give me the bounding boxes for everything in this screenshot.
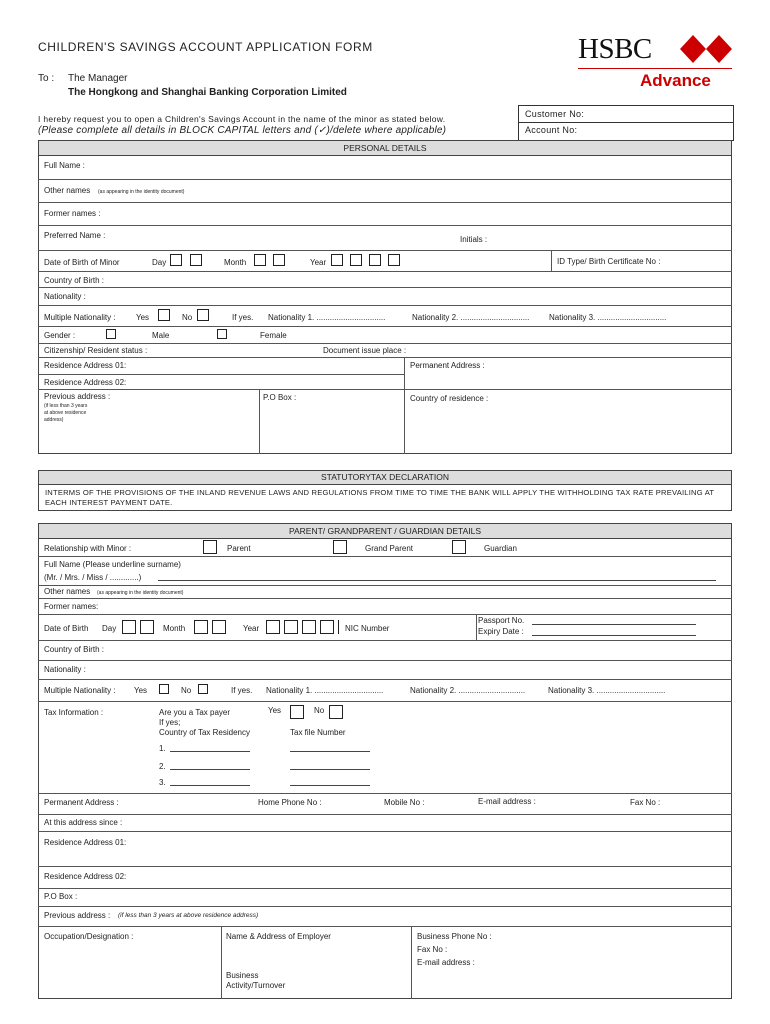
guardian-details-heading: PARENT/ GRANDPARENT / GUARDIAN DETAILS	[39, 524, 731, 539]
male-label: Male	[152, 331, 170, 340]
guardian-if-yes-label: If yes.	[231, 686, 253, 695]
full-name-label: Full Name :	[44, 161, 85, 170]
nic-number-label: NIC Number	[345, 624, 390, 633]
guardian-full-name-label: Full Name (Please underline surname)	[44, 560, 181, 569]
multi-nat-no-checkbox[interactable]	[197, 309, 209, 321]
personal-details-heading: PERSONAL DETAILS	[39, 141, 731, 156]
guardian-residence-02-label: Residence Address 02:	[44, 872, 127, 881]
expiry-date-label: Expiry Date :	[478, 627, 524, 636]
guardian-dob-year-box-3[interactable]	[302, 620, 316, 634]
passport-line[interactable]	[532, 624, 696, 625]
home-phone-label: Home Phone No :	[258, 798, 322, 807]
tax-file-number-label: Tax file Number	[290, 728, 346, 737]
tax-country-2-line[interactable]	[170, 769, 250, 770]
guardian-previous-address-label: Previous address :	[44, 911, 111, 920]
instructions-line: (Please complete all details in BLOCK CAPITAL letters and (✓)/delete where applicable)	[38, 125, 447, 136]
guardian-dob-year-box-2[interactable]	[284, 620, 298, 634]
tax-no-label: No	[314, 706, 325, 715]
guardian-multi-nat-no-label: No	[181, 686, 192, 695]
guardian-multiple-nationality-label: Multiple Nationality :	[44, 686, 116, 695]
dob-year-box-4[interactable]	[388, 254, 400, 266]
nic-separator	[338, 620, 339, 634]
document-issue-place-label: Document issue place :	[323, 346, 407, 355]
initials-label: Initials :	[460, 235, 488, 244]
dob-month-box-1[interactable]	[254, 254, 266, 266]
to-bank-name: The Hongkong and Shanghai Banking Corporation Limited	[68, 87, 347, 98]
permanent-address-label: Permanent Address :	[410, 361, 485, 370]
guardian-multi-nat-no-checkbox[interactable]	[198, 684, 208, 694]
business-label: Business	[226, 971, 259, 980]
business-fax-label: Fax No :	[417, 945, 448, 954]
id-type-label: ID Type/ Birth Certificate No :	[557, 257, 661, 266]
guardian-permanent-address-label: Permanent Address :	[44, 798, 119, 807]
tax-payer-question: Are you a Tax payer	[159, 708, 231, 717]
to-label: To :	[38, 73, 55, 84]
preferred-name-label: Preferred Name :	[44, 231, 106, 240]
dob-day-box-1[interactable]	[170, 254, 182, 266]
dob-day-box-2[interactable]	[190, 254, 202, 266]
gender-female-checkbox[interactable]	[217, 329, 227, 339]
guardian-multi-nat-yes-checkbox[interactable]	[159, 684, 169, 694]
previous-address-label: Previous address :	[44, 392, 111, 401]
former-names-label: Former names :	[44, 209, 101, 218]
dob-minor-label: Date of Birth of Minor	[44, 258, 120, 267]
address-since-label: At this address since :	[44, 818, 123, 827]
nationality-1-field[interactable]: Nationality 1. ...............................	[268, 313, 386, 322]
tax-file-3-line[interactable]	[290, 785, 370, 786]
country-tax-residency-label: Country of Tax Residency	[159, 728, 251, 737]
multiple-nationality-label: Multiple Nationality :	[44, 313, 116, 322]
residence-address-01-label: Residence Address 01:	[44, 361, 127, 370]
dob-year-box-1[interactable]	[331, 254, 343, 266]
statutory-tax-section	[38, 470, 732, 511]
hsbc-logo-text: HSBC	[578, 33, 652, 65]
tax-file-2-line[interactable]	[290, 769, 370, 770]
parent-label: Parent	[227, 544, 251, 553]
tax-row-3-label: 3.	[159, 778, 166, 787]
tax-if-yes-label: If yes;	[159, 718, 181, 727]
previous-address-note-1: (if less than 3 years	[44, 403, 88, 409]
customer-account-box	[518, 105, 734, 141]
guardian-dob-day-box-1[interactable]	[122, 620, 136, 634]
tax-information-label: Tax Information :	[44, 708, 104, 717]
guardian-dob-month-box-2[interactable]	[212, 620, 226, 634]
guardian-dob-month-box-1[interactable]	[194, 620, 208, 634]
guardian-label: Guardian	[484, 544, 517, 553]
guardian-dob-day-box-2[interactable]	[140, 620, 154, 634]
citizenship-label: Citizenship/ Resident status :	[44, 346, 148, 355]
po-box-label: P.O Box :	[263, 393, 297, 402]
relationship-grandparent-checkbox[interactable]	[333, 540, 347, 554]
dob-year-box-3[interactable]	[369, 254, 381, 266]
multi-nat-yes-label: Yes	[136, 313, 150, 322]
dob-year-label: Year	[310, 258, 327, 267]
previous-address-note-3: address)	[44, 417, 64, 423]
guardian-former-names-label: Former names:	[44, 602, 99, 611]
fax-label: Fax No :	[630, 798, 661, 807]
dob-month-label: Month	[224, 258, 247, 267]
guardian-multi-nat-yes-label: Yes	[134, 686, 148, 695]
guardian-dob-day-label: Day	[102, 624, 117, 633]
tax-yes-label: Yes	[268, 706, 282, 715]
to-manager: The Manager	[68, 73, 128, 84]
statutory-tax-heading: STATUTORYTAX DECLARATION	[39, 471, 731, 485]
if-yes-label: If yes.	[232, 313, 254, 322]
female-label: Female	[260, 331, 287, 340]
relationship-guardian-checkbox[interactable]	[452, 540, 466, 554]
tax-no-checkbox[interactable]	[329, 705, 343, 719]
guardian-other-names-label: Other names	[44, 587, 91, 596]
dob-year-box-2[interactable]	[350, 254, 362, 266]
personal-details-section	[38, 140, 732, 454]
guardian-dob-year-box-4[interactable]	[320, 620, 334, 634]
activity-turnover-label: Activity/Turnover	[226, 981, 286, 990]
guardian-dob-year-box-1[interactable]	[266, 620, 280, 634]
tax-country-3-line[interactable]	[170, 785, 250, 786]
guardian-residence-01-label: Residence Address 01:	[44, 838, 127, 847]
dob-month-box-2[interactable]	[273, 254, 285, 266]
tax-file-1-line[interactable]	[290, 751, 370, 752]
relationship-parent-checkbox[interactable]	[203, 540, 217, 554]
tax-yes-checkbox[interactable]	[290, 705, 304, 719]
expiry-line[interactable]	[532, 635, 696, 636]
form-title: CHILDREN'S SAVINGS ACCOUNT APPLICATION FORM	[38, 40, 373, 54]
occupation-label: Occupation/Designation :	[44, 932, 134, 941]
tax-country-1-line[interactable]	[170, 751, 250, 752]
tax-row-2-label: 2.	[159, 762, 166, 771]
previous-address-note-2: at above residence	[44, 410, 87, 416]
other-names-label: Other names	[44, 186, 91, 195]
passport-label: Passport No.	[478, 616, 525, 625]
business-phone-label: Business Phone No :	[417, 932, 492, 941]
guardian-nationality-3-field[interactable]: Nationality 3. ...............................	[548, 686, 666, 695]
guardian-dob-year-label: Year	[243, 624, 260, 633]
customer-no-field[interactable]: Customer No:	[525, 109, 585, 119]
residence-address-02-label: Residence Address 02:	[44, 378, 127, 387]
guardian-country-birth-label: Country of Birth :	[44, 645, 105, 654]
country-of-residence-label: Country of residence :	[410, 394, 489, 403]
mobile-label: Mobile No :	[384, 798, 425, 807]
nationality-label: Nationality :	[44, 292, 86, 301]
nationality-3-field[interactable]: Nationality 3. ...............................	[549, 313, 667, 322]
tax-row-1-label: 1.	[159, 744, 166, 753]
guardian-nationality-1-field[interactable]: Nationality 1. ...............................	[266, 686, 384, 695]
logo-divider	[578, 68, 732, 69]
gender-label: Gender :	[44, 331, 76, 340]
guardian-dob-label: Date of Birth	[44, 624, 89, 633]
country-birth-label: Country of Birth :	[44, 276, 105, 285]
business-email-label: E-mail address :	[417, 958, 475, 967]
guardian-dob-month-label: Month	[163, 624, 186, 633]
grandparent-label: Grand Parent	[365, 544, 414, 553]
statutory-tax-text: INTERMS OF THE PROVISIONS OF THE INLAND REVENUE LAWS AND REGULATIONS FROM TIME TO TIME THE BANK WILL APPLY THE WITHHOLDING TAX RATE PREVAILING AT EACH INTEREST PAYMENT DATE.	[45, 488, 715, 507]
guardian-full-name-line[interactable]	[158, 580, 716, 581]
multi-nat-yes-checkbox[interactable]	[158, 309, 170, 321]
hsbc-hexagon-icon	[680, 35, 732, 63]
guardian-other-names-note: (as appearing in the identity document)	[97, 590, 184, 596]
employer-label: Name & Address of Employer	[226, 932, 331, 941]
multi-nat-no-label: No	[182, 313, 193, 322]
advance-logo-text: Advance	[640, 71, 711, 90]
other-names-note: (as appearing in the identity document)	[98, 189, 185, 195]
account-no-field[interactable]: Account No:	[525, 125, 578, 135]
guardian-title-options: (Mr. / Mrs. / Miss / .............)	[44, 573, 142, 582]
gender-male-checkbox[interactable]	[106, 329, 116, 339]
relationship-label: Relationship with Minor :	[44, 544, 132, 553]
guardian-previous-address-note: (if less than 3 years at above residence address)	[118, 912, 259, 919]
nationality-2-field[interactable]: Nationality 2. ...............................	[412, 313, 530, 322]
request-line: I hereby request you to open a Children's Savings Account in the name of the minor as stated below.	[38, 114, 446, 124]
dob-day-label: Day	[152, 258, 167, 267]
guardian-po-box-label: P.O Box :	[44, 892, 78, 901]
guardian-nationality-label: Nationality :	[44, 665, 86, 674]
email-label: E-mail address :	[478, 797, 536, 806]
guardian-nationality-2-field[interactable]: Nationality 2. ..............................	[410, 686, 526, 695]
